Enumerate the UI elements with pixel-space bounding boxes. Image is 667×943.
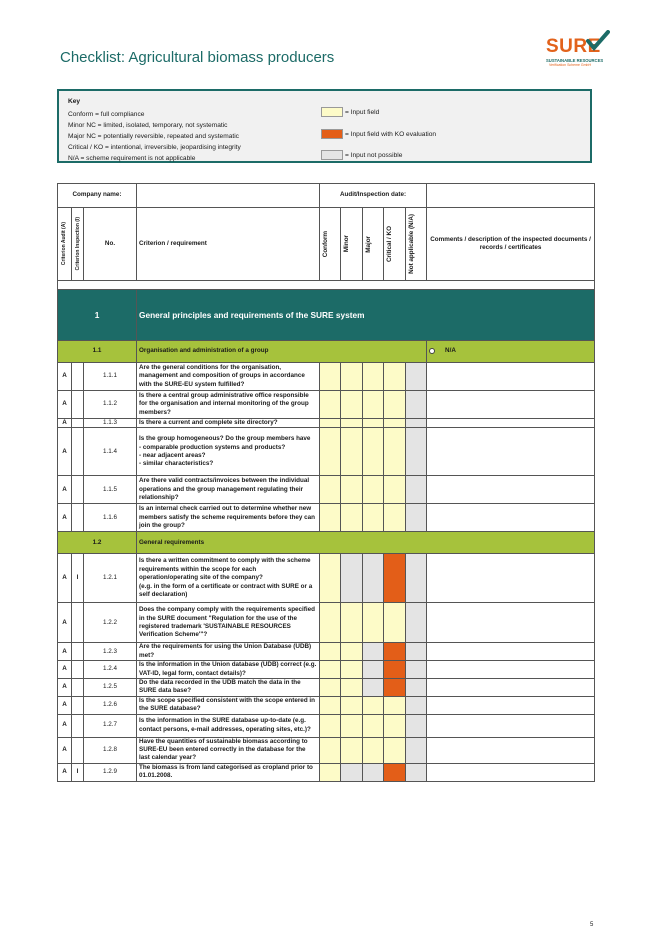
col-major-header: Major: [365, 235, 372, 253]
criterion-row: [58, 504, 595, 532]
minor-cell[interactable]: [341, 428, 363, 476]
checklist-table: [57, 183, 595, 782]
col-conform-header: Conform: [322, 230, 329, 258]
minor-cell[interactable]: [341, 603, 363, 643]
major-cell: [363, 661, 384, 679]
minor-cell[interactable]: [341, 419, 363, 428]
major-cell[interactable]: [363, 737, 384, 763]
conform-cell[interactable]: [320, 679, 341, 697]
minor-cell[interactable]: [341, 476, 363, 504]
minor-cell: [341, 763, 363, 781]
key-line: N/A = scheme requirement is not applicable: [68, 155, 196, 162]
major-cell: [363, 554, 384, 603]
major-cell[interactable]: [363, 504, 384, 532]
criterion-number: 1.2.5: [84, 679, 137, 697]
criterion-row: [58, 419, 595, 428]
criterion-audit-flag: A: [58, 504, 72, 532]
major-cell: [363, 643, 384, 661]
section-title: General principles and requirements of the SURE system: [137, 290, 595, 341]
criterion-audit-flag: A: [58, 476, 72, 504]
na-cell: [406, 696, 427, 714]
col-inspection-header: Criterion Inspection (I): [75, 217, 81, 271]
criterion-row: [58, 391, 595, 419]
criterion-text: Are the requirements for using the Union Database (UDB) met?: [137, 643, 320, 661]
minor-cell[interactable]: [341, 363, 363, 391]
conform-cell[interactable]: [320, 661, 341, 679]
company-name-field[interactable]: [137, 184, 320, 208]
logo-subtitle: SUSTAINABLE RESOURCES: [546, 58, 604, 63]
col-critical-header: Critical / KO: [386, 225, 393, 263]
na-cell: [406, 476, 427, 504]
criterion-text: The biomass is from land categorised as cropland prior to 01.01.2008.: [137, 763, 320, 781]
comment-cell[interactable]: [427, 476, 595, 504]
minor-cell[interactable]: [341, 714, 363, 737]
critical-cell[interactable]: [384, 419, 406, 428]
criterion-row: [58, 763, 595, 781]
criterion-number: 1.2.8: [84, 737, 137, 763]
conform-cell[interactable]: [320, 603, 341, 643]
comment-cell[interactable]: [427, 419, 595, 428]
criterion-text: Is there a central group administrative office responsible for the organisation and internal monitoring of the group members?: [137, 391, 320, 419]
na-cell: [406, 504, 427, 532]
minor-cell[interactable]: [341, 679, 363, 697]
minor-cell[interactable]: [341, 737, 363, 763]
criterion-text: Is the information in the SURE database up-to-date (e.g. contact persons, e-mail addresses, operating sites, etc.)?: [137, 714, 320, 737]
minor-cell[interactable]: [341, 504, 363, 532]
criterion-text: Is an internal check carried out to determine whether new members satisfy the scheme requirements before they can join the group?: [137, 504, 320, 532]
criterion-inspection-flag: [72, 737, 84, 763]
key-line: Major NC = potentially reversible, repeated and systematic: [68, 133, 239, 140]
critical-cell[interactable]: [384, 696, 406, 714]
criterion-number: 1.1.5: [84, 476, 137, 504]
criterion-text: Is the scope specified consistent with the scope entered in the SURE database?: [137, 696, 320, 714]
criterion-number: 1.2.6: [84, 696, 137, 714]
criterion-number: 1.2.7: [84, 714, 137, 737]
criterion-text: Is the information in the Union database (UDB) correct (e.g. VAT-ID, legal form, contact details)?: [137, 661, 320, 679]
criterion-audit-flag: A: [58, 661, 72, 679]
subsection-number: 1.2: [58, 532, 137, 554]
major-cell[interactable]: [363, 476, 384, 504]
criterion-audit-flag: A: [58, 714, 72, 737]
criterion-audit-flag: A: [58, 363, 72, 391]
comment-cell[interactable]: [427, 428, 595, 476]
critical-cell[interactable]: [384, 661, 406, 679]
na-cell: [406, 419, 427, 428]
col-criterion-header: Criterion / requirement: [137, 208, 320, 281]
criterion-number: 1.1.3: [84, 419, 137, 428]
conform-cell[interactable]: [320, 554, 341, 603]
criterion-audit-flag: A: [58, 763, 72, 781]
criterion-row: [58, 643, 595, 661]
page-title: Checklist: Agricultural biomass producers: [60, 49, 335, 66]
na-radio[interactable]: [429, 348, 435, 354]
criterion-number: 1.2.1: [84, 554, 137, 603]
criterion-row: [58, 603, 595, 643]
criterion-row: [58, 554, 595, 603]
na-cell: [406, 363, 427, 391]
comment-cell[interactable]: [427, 661, 595, 679]
sure-logo: [546, 30, 608, 74]
criterion-audit-flag: A: [58, 603, 72, 643]
criterion-row: [58, 476, 595, 504]
criterion-inspection-flag: [72, 643, 84, 661]
criterion-audit-flag: A: [58, 419, 72, 428]
conform-cell[interactable]: [320, 391, 341, 419]
col-comments-header: Comments / description of the inspected documents / records / certificates: [427, 208, 595, 281]
subsection-number: 1.1: [58, 341, 137, 363]
na-cell: [406, 428, 427, 476]
comment-cell[interactable]: [427, 554, 595, 603]
criterion-inspection-flag: [72, 391, 84, 419]
criterion-inspection-flag: [72, 476, 84, 504]
key-line: Minor NC = limited, isolated, temporary, not systematic: [68, 122, 228, 129]
criterion-row: [58, 737, 595, 763]
logo-subtitle-2: Verification Scheme GmbH: [549, 63, 592, 67]
critical-cell[interactable]: [384, 714, 406, 737]
critical-cell[interactable]: [384, 554, 406, 603]
criterion-text: Is there a written commitment to comply with the scheme requirements within the scope for each operation/operating site of the company? (e.g. in the form of a certificate or contract with SURE or a self declaration): [137, 554, 320, 603]
critical-cell[interactable]: [384, 504, 406, 532]
company-name-label: Company name:: [58, 184, 137, 208]
na-cell: [406, 643, 427, 661]
criterion-row: [58, 661, 595, 679]
criterion-text: Is there a current and complete site directory?: [137, 419, 320, 428]
col-minor-header: Minor: [343, 235, 350, 253]
conform-cell[interactable]: [320, 419, 341, 428]
critical-cell[interactable]: [384, 737, 406, 763]
conform-cell[interactable]: [320, 476, 341, 504]
critical-cell[interactable]: [384, 679, 406, 697]
col-no-header: No.: [84, 208, 137, 281]
criterion-inspection-flag: [72, 428, 84, 476]
na-cell: [406, 763, 427, 781]
criterion-inspection-flag: [72, 696, 84, 714]
major-cell: [363, 679, 384, 697]
criterion-text: Are the general conditions for the organisation, management and composition of groups in accordance with the SURE-EU system fulfilled?: [137, 363, 320, 391]
comment-cell[interactable]: [427, 391, 595, 419]
critical-cell[interactable]: [384, 363, 406, 391]
na-cell: [406, 737, 427, 763]
criterion-row: [58, 714, 595, 737]
page-number: 5: [590, 922, 594, 928]
key-heading: Key: [68, 98, 81, 105]
critical-cell[interactable]: [384, 476, 406, 504]
audit-date-field[interactable]: [427, 184, 595, 208]
critical-cell[interactable]: [384, 603, 406, 643]
comment-cell[interactable]: [427, 763, 595, 781]
key-lines: [68, 109, 241, 164]
check-mark-icon: [586, 30, 610, 52]
major-cell[interactable]: [363, 428, 384, 476]
criterion-inspection-flag: [72, 714, 84, 737]
criterion-audit-flag: A: [58, 391, 72, 419]
criterion-text: Have the quantities of sustainable biomass according to SURE-EU been entered correctly in the database for the last calendar year?: [137, 737, 320, 763]
critical-cell[interactable]: [384, 428, 406, 476]
criterion-audit-flag: A: [58, 696, 72, 714]
criterion-row: [58, 363, 595, 391]
conform-cell[interactable]: [320, 643, 341, 661]
minor-cell[interactable]: [341, 391, 363, 419]
critical-cell[interactable]: [384, 643, 406, 661]
criterion-number: 1.1.6: [84, 504, 137, 532]
criterion-row: [58, 679, 595, 697]
criterion-audit-flag: A: [58, 554, 72, 603]
major-cell[interactable]: [363, 363, 384, 391]
criterion-number: 1.2.3: [84, 643, 137, 661]
key-swatch-label: = Input field: [345, 109, 380, 116]
key-swatch-label: = Input not possible: [345, 152, 403, 159]
no-input-swatch: [321, 150, 343, 160]
comment-cell[interactable]: [427, 696, 595, 714]
major-cell: [363, 763, 384, 781]
major-cell[interactable]: [363, 696, 384, 714]
conform-cell[interactable]: [320, 737, 341, 763]
minor-cell[interactable]: [341, 696, 363, 714]
comment-cell[interactable]: [427, 737, 595, 763]
conform-cell[interactable]: [320, 363, 341, 391]
col-na-header: Not applicable (N/A): [408, 214, 415, 274]
criterion-audit-flag: A: [58, 428, 72, 476]
criterion-number: 1.2.4: [84, 661, 137, 679]
criterion-number: 1.2.9: [84, 763, 137, 781]
na-cell: [406, 603, 427, 643]
section-row: [58, 290, 595, 341]
criterion-row: [58, 696, 595, 714]
key-swatch-label: = Input field with KO evaluation: [345, 131, 437, 138]
criterion-text: Do the data recorded in the UDB match the data in the SURE data base?: [137, 679, 320, 697]
subsection-row: [58, 532, 595, 554]
ko-field-swatch: [321, 129, 343, 139]
na-cell: [406, 679, 427, 697]
criterion-inspection-flag: [72, 661, 84, 679]
minor-cell: [341, 554, 363, 603]
criterion-text: Is the group homogeneous? Do the group members have - comparable production systems and products? - near adjacent areas? - similar characteristics?: [137, 428, 320, 476]
criterion-inspection-flag: [72, 504, 84, 532]
subsection-row: [58, 341, 595, 363]
major-cell[interactable]: [363, 714, 384, 737]
criterion-number: 1.1.1: [84, 363, 137, 391]
conform-cell[interactable]: [320, 428, 341, 476]
criterion-audit-flag: A: [58, 737, 72, 763]
na-label: N/A: [445, 347, 456, 355]
na-cell: [406, 554, 427, 603]
criterion-inspection-flag: [72, 419, 84, 428]
header-row-company: [58, 184, 595, 208]
criterion-number: 1.1.2: [84, 391, 137, 419]
comment-cell[interactable]: [427, 603, 595, 643]
critical-cell[interactable]: [384, 391, 406, 419]
criterion-inspection-flag: [72, 603, 84, 643]
subsection-title: Organisation and administration of a group: [137, 341, 427, 363]
criterion-inspection-flag: [72, 679, 84, 697]
conform-cell[interactable]: [320, 714, 341, 737]
key-box: [57, 89, 592, 163]
comment-cell[interactable]: [427, 643, 595, 661]
conform-cell[interactable]: [320, 696, 341, 714]
logo-wordmark: SURE: [546, 36, 601, 57]
audit-date-label: Audit/Inspection date:: [320, 184, 427, 208]
input-field-swatch: [321, 107, 343, 117]
critical-cell[interactable]: [384, 763, 406, 781]
conform-cell[interactable]: [320, 504, 341, 532]
criterion-text: Are there valid contracts/invoices between the individual operations and the group management regulating their relationship?: [137, 476, 320, 504]
subsection-title: General requirements: [137, 532, 595, 554]
criterion-number: 1.2.2: [84, 603, 137, 643]
major-cell[interactable]: [363, 603, 384, 643]
criterion-number: 1.1.4: [84, 428, 137, 476]
section-number: 1: [58, 290, 137, 341]
comment-cell[interactable]: [427, 679, 595, 697]
major-cell[interactable]: [363, 391, 384, 419]
header-row-columns: [58, 208, 595, 281]
comment-cell[interactable]: [427, 504, 595, 532]
criterion-row: [58, 428, 595, 476]
comment-cell[interactable]: [427, 363, 595, 391]
criterion-audit-flag: A: [58, 643, 72, 661]
major-cell[interactable]: [363, 419, 384, 428]
subsection-na: [427, 341, 595, 363]
key-line: Conform = full compliance: [68, 111, 145, 118]
criterion-inspection-flag: [72, 363, 84, 391]
criterion-inspection-flag: I: [72, 763, 84, 781]
key-line: Critical / KO = intentional, irreversible, jeopardising integrity: [68, 144, 241, 151]
na-cell: [406, 661, 427, 679]
criterion-text: Does the company comply with the requirements specified in the SURE document "Regulation for the use of the registered trademark 'SUSTAINABLE RESOURCES Verification Scheme'"?: [137, 603, 320, 643]
conform-cell[interactable]: [320, 763, 341, 781]
minor-cell[interactable]: [341, 661, 363, 679]
comment-cell[interactable]: [427, 714, 595, 737]
criterion-audit-flag: A: [58, 679, 72, 697]
criterion-inspection-flag: I: [72, 554, 84, 603]
na-cell: [406, 714, 427, 737]
col-audit-header: Criterion Audit (A): [61, 222, 67, 266]
na-cell: [406, 391, 427, 419]
minor-cell[interactable]: [341, 643, 363, 661]
